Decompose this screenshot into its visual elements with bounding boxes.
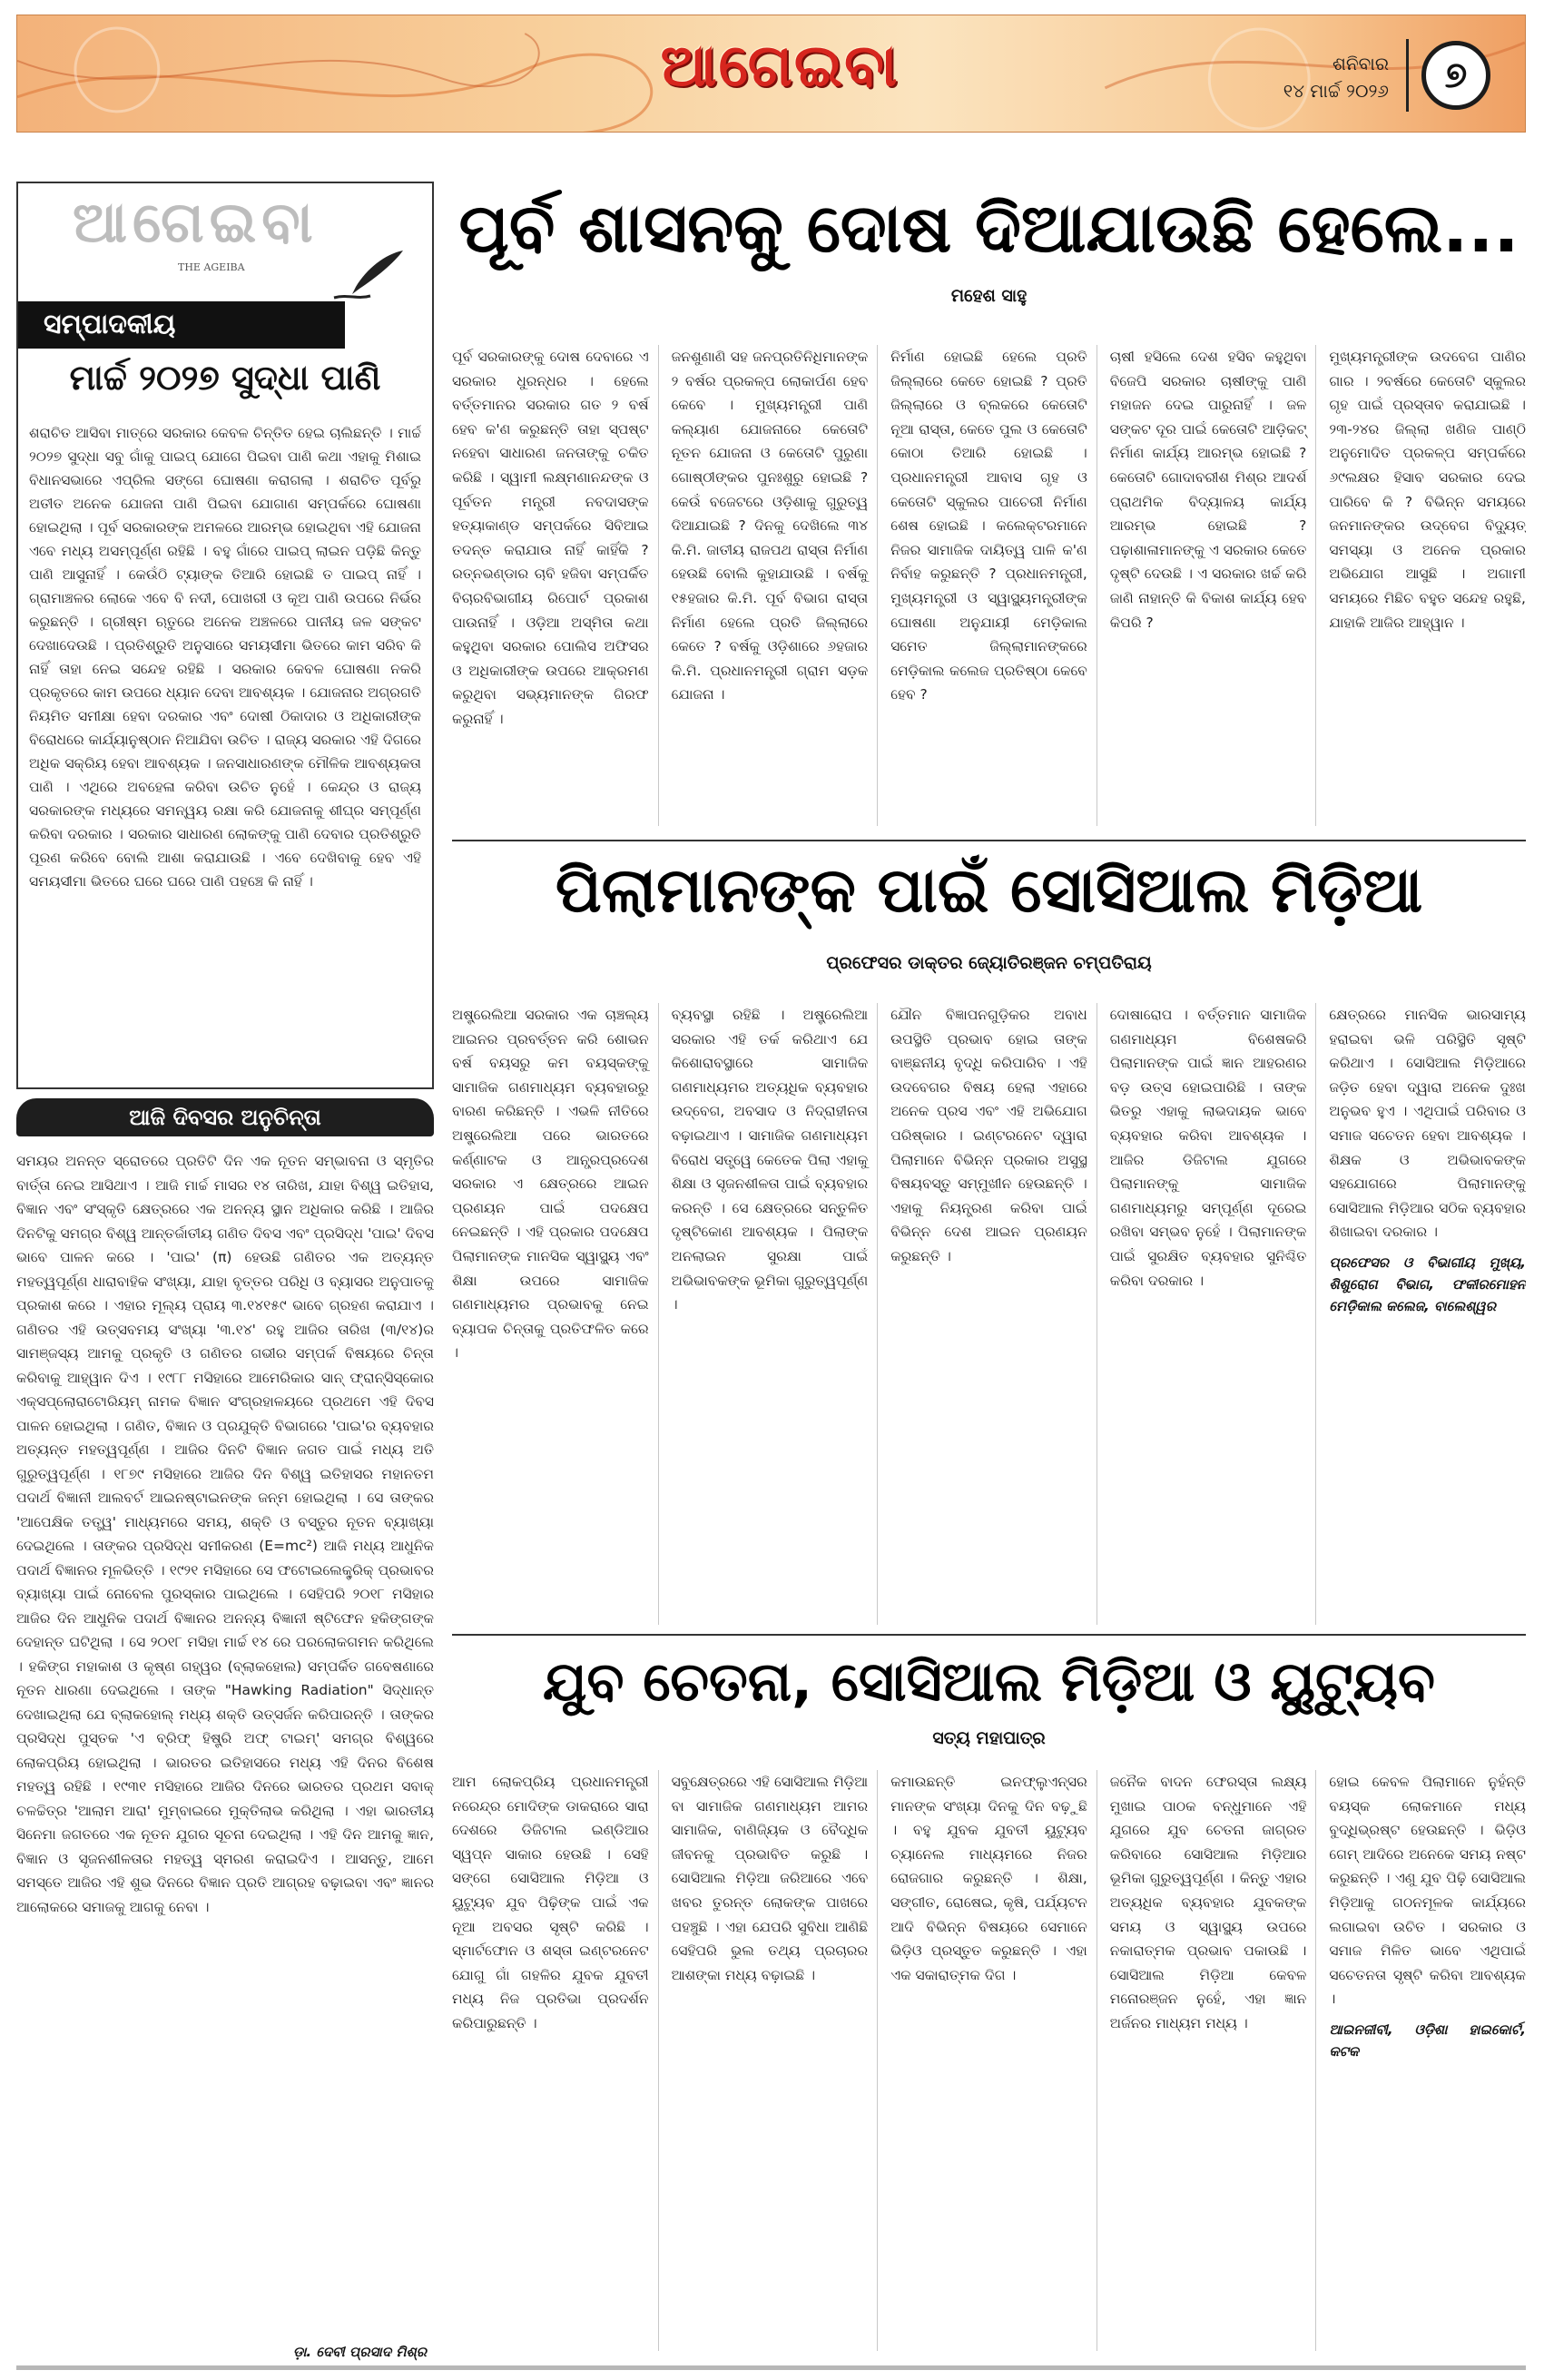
article-column: ପୂର୍ବ ସରକାରଙ୍କୁ ଦୋଷ ଦେବାରେ ଏ ସରକାର ଧୁରନ୍ଧର । ହେଲେ ବର୍ତ୍ତମାନର ସରକାର ଗତ ୨ ବର୍ଷ ହେବ କ'ଣ କରୁଛନ୍ତି ତାହା ସ୍ପଷ୍ଟ ନହେବା ସାଧାରଣ ଜନତାଙ୍କୁ ଚକିତ କରିଛି । ସ୍ୱାମୀ ଲକ୍ଷ୍ମଣାନନ୍ଦଙ୍କ ଓ ପୂର୍ବତନ ମନ୍ତ୍ରୀ ନବଦାସଙ୍କ ହତ୍ୟାକାଣ୍ଡ ସମ୍ପର୍କରେ ସିବିଆଇ ତଦନ୍ତ କରାଯାଉ ନାହିଁ କାହିଁକି ? ରତ୍ନଭଣ୍ଡାର ଚାବି ହଜିବା ସମ୍ପର୍କିତ ବିଚାରବିଭାଗୀୟ ରିପୋର୍ଟ ପ୍ରକାଶ ପାଉନାହିଁ । ଓଡ଼ିଆ ଅସ୍ମିତା କଥା କହୁଥିବା ସରକାର ପୋଲିସ ଅଫିସର ଓ ଅଧିକାରୀଙ୍କ ଉପରେ ଆକ୍ରମଣ କରୁଥିବା ସଭ୍ୟମାନଙ୍କ ଗିରଫ କରୁନାହିଁ । [452,345,659,826]
article-byline: ସତ୍ୟ ମହାପାତ୍ର [932,1728,1046,1748]
thought-of-the-day [16,1098,434,2360]
thought-author: ଡ଼ା. ଦେବୀ ପ୍ରସାଦ ମିଶ୍ର [292,2344,427,2360]
author-credit: ପ୍ରଫେସର ଓ ବିଭାଗୀୟ ମୁଖ୍ୟ, ଶିଶୁରୋଗ ବିଭାଗ, ଫକୀରମୋହନ ମେଡ଼ିକାଲ କଲେଜ, ବାଲେଶ୍ୱର [1329,1254,1526,1314]
thought-body: ସମୟର ଅନନ୍ତ ସ୍ରୋତରେ ପ୍ରତିଟି ଦିନ ଏକ ନୂତନ ସମ୍ଭାବନା ଓ ସ୍ମୃତିର ବାର୍ତ୍ତା ନେଇ ଆସିଥାଏ । ଆଜି ମାର୍ଚ୍ଚ ମାସର ୧୪ ତାରିଖ, ଯାହା ବିଶ୍ୱ ଇତିହାସ, ବିଜ୍ଞାନ ଏବଂ ସଂସ୍କୃତି କ୍ଷେତ୍ରରେ ଏକ ଅନନ୍ୟ ସ୍ଥାନ ଅଧିକାର କରିଛି । ଆଜିର ଦିନଟିକୁ ସମଗ୍ର ବିଶ୍ୱ ଆନ୍ତର୍ଜାତୀୟ ଗଣିତ ଦିବସ ଏବଂ ପ୍ରସିଦ୍ଧ 'ପାଇ' ଦିବସ ଭାବେ ପାଳନ କରେ । 'ପାଇ' (π) ହେଉଛି ଗଣିତର ଏକ ଅତ୍ୟନ୍ତ ମହତ୍ୱପୂର୍ଣ୍ଣ ଧାରାବାହିକ ସଂଖ୍ୟା, ଯାହା ବୃତ୍ତର ପରିଧି ଓ ବ୍ୟାସର ଅନୁପାତକୁ ପ୍ରକାଶ କରେ । ଏହାର ମୂଲ୍ୟ ପ୍ରାୟ ୩.୧୪୧୫୯ ଭାବେ ଗ୍ରହଣ କରାଯାଏ । ଗଣିତର ଏହି ଉତ୍ସବମୟ ସଂଖ୍ୟା '୩.୧୪' ରହୁ ଆଜିର ତାରିଖ (୩/୧୪)ର ସାମଞ୍ଜସ୍ୟ ଆମକୁ ପ୍ରକୃତି ଓ ଗଣିତର ଗଭୀର ସମ୍ପର୍କ ବିଷୟରେ ଚିନ୍ତା କରିବାକୁ ଆହ୍ୱାନ ଦିଏ । ୧୯୮୮ ମସିହାରେ ଆମେରିକାର ସାନ୍ ଫ୍ରାନ୍ସିସ୍କୋର ଏକ୍ସପ୍ଲୋରାଟୋରିୟମ୍ ନାମକ ବିଜ୍ଞାନ ସଂଗ୍ରହାଳୟରେ ପ୍ରଥମେ ଏହି ଦିବସ ପାଳନ ହୋଇଥିଲା । ଗଣିତ, ବିଜ୍ଞାନ ଓ ପ୍ରଯୁକ୍ତି ବିଭାଗରେ 'ପାଇ'ର ବ୍ୟବହାର ଅତ୍ୟନ୍ତ ମହତ୍ୱପୂର୍ଣ୍ଣ । ଆଜିର ଦିନଟି ବିଜ୍ଞାନ ଜଗତ ପାଇଁ ମଧ୍ୟ ଅତି ଗୁରୁତ୍ୱପୂର୍ଣ୍ଣ । ୧୮୭୯ ମସିହାରେ ଆଜିର ଦିନ ବିଶ୍ୱ ଇତିହାସର ମହାନତମ ପଦାର୍ଥ ବିଜ୍ଞାନୀ ଆଲବର୍ଟ ଆଇନଷ୍ଟାଇନଙ୍କ ଜନ୍ମ ହୋଇଥିଲା । ସେ ତାଙ୍କର 'ଆପେକ୍ଷିକ ତତ୍ତ୍ୱ' ମାଧ୍ୟମରେ ସମୟ, ଶକ୍ତି ଓ ବସ୍ତୁର ନୂତନ ବ୍ୟାଖ୍ୟା ଦେଇଥିଲେ । ତାଙ୍କର ପ୍ରସିଦ୍ଧ ସମୀକରଣ (E=mc²) ଆଜି ମଧ୍ୟ ଆଧୁନିକ ପଦାର୍ଥ ବିଜ୍ଞାନର ମୂଳଭିତ୍ତି । ୧୯୨୧ ମସିହାରେ ସେ ଫଟୋଇଲେକ୍ଟ୍ରିକ୍ ପ୍ରଭାବର ବ୍ୟାଖ୍ୟା ପାଇଁ ନୋବେଲ ପୁରସ୍କାର ପାଇଥିଲେ । ସେହିପରି ୨୦୧୮ ମସିହାର ଆଜିର ଦିନ ଆଧୁନିକ ପଦାର୍ଥ ବିଜ୍ଞାନର ଅନନ୍ୟ ବିଜ୍ଞାନୀ ଷ୍ଟିଫେନ ହକିଙ୍ଗଙ୍କ ଦେହାନ୍ତ ଘଟିଥିଲା । ସେ ୨୦୧୮ ମସିହା ମାର୍ଚ୍ଚ ୧୪ ରେ ପରଲୋକଗମନ କରିଥିଲେ । ହକିଙ୍ଗ ମହାକାଶ ଓ କୃଷ୍ଣ ଗହ୍ୱର (ବ୍ଲାକହୋଲ) ସମ୍ପର୍କିତ ଗବେଷଣାରେ ନୂତନ ଧାରଣା ଦେଇଥିଲେ । ତାଙ୍କ "Hawking Radiation" ସିଦ୍ଧାନ୍ତ ଦେଖାଇଥିଲା ଯେ ବ୍ଲାକହୋଲ୍ ମଧ୍ୟ ଶକ୍ତି ଉତ୍ସର୍ଜନ କରିପାରନ୍ତି । ତାଙ୍କର ପ୍ରସିଦ୍ଧ ପୁସ୍ତକ 'ଏ ବ୍ରିଫ୍ ହିଷ୍ଟ୍ରି ଅଫ୍ ଟାଇମ୍' ସମଗ୍ର ବିଶ୍ୱରେ ଲୋକପ୍ରିୟ ହୋଇଥିଲା । ଭାରତର ଇତିହାସରେ ମଧ୍ୟ ଏହି ଦିନର ବିଶେଷ ମହତ୍ୱ ରହିଛି । ୧୯୩୧ ମସିହାରେ ଆଜିର ଦିନରେ ଭାରତର ପ୍ରଥମ ସବାକ୍ ଚଳଚ୍ଚିତ୍ର 'ଆଲାମ ଆରା' ମୁମ୍ବାଇରେ ମୁକ୍ତିଲାଭ କରିଥିଲା । ଏହା ଭାରତୀୟ ସିନେମା ଜଗତରେ ଏକ ନୂତନ ଯୁଗର ସୂଚନା ଦେଇଥିଲା । ଏହି ଦିନ ଆମକୁ ଜ୍ଞାନ, ବିଜ୍ଞାନ ଓ ସୃଜନଶୀଳତାର ମହତ୍ୱ ସ୍ମରଣ କରାଇଦିଏ । ଆସନ୍ତୁ, ଆମେ ସମସ୍ତେ ଆଜିର ଏହି ଶୁଭ ଦିନରେ ବିଜ୍ଞାନ ପ୍ରତି ଆଗ୍ରହ ବଢ଼ାଇବା ଏବଂ ଜ୍ଞାନର ଆଲୋକରେ ସମାଜକୁ ଆଗକୁ ନେବା । [16,1153,434,1915]
editorial-column [16,182,434,1089]
article-column: ନିର୍ମାଣ ହୋଇଛି ହେଲେ ପ୍ରତି ଜିଲ୍ଲାରେ କେତେ ହୋଇଛି ? ପ୍ରତି ଜିଲ୍ଲାରେ ଓ ବ୍ଲକରେ କେତୋଟି ନୂଆ ରାସ୍ତା, କେତେ ପୁଲ ଓ କେତୋଟି କୋଠା ତିଆରି ହୋଇଛି । ପ୍ରଧାନମନ୍ତ୍ରୀ ଆବାସ ଗୃହ ଓ କେତୋଟି ସ୍କୁଲର ପାଚେରୀ ନିର୍ମାଣ ଶେଷ ହୋଇଛି । କଲେକ୍ଟରମାନେ ନିଜର ସାମାଜିକ ଦାୟିତ୍ୱ ପାଳି କ'ଣ ନିର୍ବାହ କରୁଛନ୍ତି ? ପ୍ରଧାନମନ୍ତ୍ରୀ, ମୁଖ୍ୟମନ୍ତ୍ରୀ ଓ ସ୍ୱାସ୍ଥ୍ୟମନ୍ତ୍ରୀଙ୍କ ଘୋଷଣା ଅନୁଯାୟୀ ମେଡ଼ିକାଲ ସମେତ ଜିଲ୍ଲାମାନଙ୍କରେ ମେଡ଼ିକାଲ କଲେଜ ପ୍ରତିଷ୍ଠା କେବେ ହେବ ? [890,345,1097,826]
article-columns [452,345,1526,826]
editorial-body: ଶରାଚିତ ଆସିବା ମାତ୍ରେ ସରକାର କେବଳ ଚିନ୍ତିତ ହେଇ ଚାଲିଛନ୍ତି । ମାର୍ଚ୍ଚ ୨୦୨୭ ସୁଦ୍ଧା ସବୁ ଗାଁକୁ ପାଇପ୍ ଯୋଗେ ପିଇବା ପାଣି କଥା ଏହାକୁ ମିଶାଇ ବିଧାନସଭାରେ ଏପ୍ରିଲ ସଙ୍ଗେ ଘୋଷଣା କରାଗଲା । ଶରାଚିତ ପୂର୍ବରୁ ଅତୀତ ଅନେକ ଯୋଜନା ପାଣି ପିଇବା ଯୋଗାଣ ସମ୍ପର୍କରେ ଘୋଷଣା ହୋଇଥିଲା । ପୂର୍ବ ସରକାରଙ୍କ ଅମଳରେ ଆରମ୍ଭ ହୋଇଥିବା ଏହି ଯୋଜନା ଏବେ ମଧ୍ୟ ଅସମ୍ପୂର୍ଣ୍ଣ ରହିଛି । ବହୁ ଗାଁରେ ପାଇପ୍ ଲାଇନ ପଡ଼ିଛି କିନ୍ତୁ ପାଣି ଆସୁନାହିଁ । କେଉଁଠି ଟ୍ୟାଙ୍କ ତିଆରି ହୋଇଛି ତ ପାଇପ୍ ନାହିଁ । ଗ୍ରାମାଞ୍ଚଳର ଲୋକେ ଏବେ ବି ନଦୀ, ପୋଖରୀ ଓ କୂଅ ପାଣି ଉପରେ ନିର୍ଭର କରୁଛନ୍ତି । ଗ୍ରୀଷ୍ମ ଋତୁରେ ଅନେକ ଅଞ୍ଚଳରେ ପାନୀୟ ଜଳ ସଙ୍କଟ ଦେଖାଦେଉଛି । ପ୍ରତିଶ୍ରୁତି ଅନୁସାରେ ସମୟସୀମା ଭିତରେ କାମ ସରିବ କି ନାହିଁ ତାହା ନେଇ ସନ୍ଦେହ ରହିଛି । ସରକାର କେବଳ ଘୋଷଣା ନକରି ପ୍ରକୃତରେ କାମ ଉପରେ ଧ୍ୟାନ ଦେବା ଆବଶ୍ୟକ । ଯୋଜନାର ଅଗ୍ରଗତି ନିୟମିତ ସମୀକ୍ଷା ହେବା ଦରକାର ଏବଂ ଦୋଷୀ ଠିକାଦାର ଓ ଅଧିକାରୀଙ୍କ ବିରୋଧରେ କାର୍ଯ୍ୟାନୁଷ୍ଠାନ ନିଆଯିବା ଉଚିତ । ରାଜ୍ୟ ସରକାର ଏହି ଦିଗରେ ଅଧିକ ସକ୍ରିୟ ହେବା ଆବଶ୍ୟକ । ଜନସାଧାରଣଙ୍କ ମୌଳିକ ଆବଶ୍ୟକତା ପାଣି । ଏଥିରେ ଅବହେଳା କରିବା ଉଚିତ ନୁହେଁ । କେନ୍ଦ୍ର ଓ ରାଜ୍ୟ ସରକାରଙ୍କ ମଧ୍ୟରେ ସମନ୍ୱୟ ରକ୍ଷା କରି ଯୋଜନାକୁ ଶୀଘ୍ର ସମ୍ପୂର୍ଣ୍ଣ କରିବା ଦରକାର । ସରକାର ସାଧାରଣ ଲୋକଙ୍କୁ ପାଣି ଦେବାର ପ୍ରତିଶ୍ରୁତି ପୂରଣ କରିବେ ବୋଲି ଆଶା କରାଯାଉଛି । ଏବେ ଦେଖିବାକୁ ହେବ ଏହି ସମୟସୀମା ଭିତରେ ଘରେ ଘରେ ପାଣି ପହଞ୍ଚେ କି ନାହିଁ । [29,425,421,890]
article-column: ଜନୈକ ବାଦନ ଫେରସ୍ତା ଲକ୍ଷ୍ୟ ମୁଖାଇ ପାଠକ ବନ୍ଧୁମାନେ ଏହି ଯୁଗରେ ଯୁବ ଚେତନା ଜାଗ୍ରତ କରିବାରେ ସୋସିଆଲ ମିଡ଼ିଆର ଭୂମିକା ଗୁରୁତ୍ୱପୂର୍ଣ୍ଣ । କିନ୍ତୁ ଏହାର ଅତ୍ୟଧିକ ବ୍ୟବହାର ଯୁବକଙ୍କ ସମୟ ଓ ସ୍ୱାସ୍ଥ୍ୟ ଉପରେ ନକାରାତ୍ମକ ପ୍ରଭାବ ପକାଉଛି । ସୋସିଆଲ ମିଡ଼ିଆ କେବଳ ମନୋରଞ୍ଜନ ନୁହେଁ, ଏହା ଜ୍ଞାନ ଅର୍ଜନର ମାଧ୍ୟମ ମଧ୍ୟ । [1110,1770,1317,2351]
editorial-title: ମାର୍ଚ୍ଚ ୨୦୨୭ ସୁଦ୍ଧା ପାଣି [69,358,381,398]
article-column-last [1329,1770,1526,2351]
article-column: ଚାଷୀ ହସିଲେ ଦେଶ ହସିବ କହୁଥିବା ବିଜେପି ସରକାର ଚାଷୀଙ୍କୁ ପାଣି ମହାଜନ ଦେଇ ପାରୁନାହିଁ । ଜଳ ସଙ୍କଟ ଦୂର ପାଇଁ କେତୋଟି ଆଡ଼ିକଟ୍ ନିର୍ମାଣ କାର୍ଯ୍ୟ ଆରମ୍ଭ ହୋଇଛି ? କେତୋଟି ଗୋଦାବରୀଶ ମିଶ୍ର ଆଦର୍ଶ ପ୍ରାଥମିକ ବିଦ୍ୟାଳୟ କାର୍ଯ୍ୟ ଆରମ୍ଭ ହୋଇଛି ? ପଢ଼ାଶାଳାମାନଙ୍କୁ ଏ ସରକାର କେତେ ଦୃଷ୍ଟି ଦେଉଛି । ଏ ସରକାର ଖର୍ଚ୍ଚ କରି ଜାଣି ନାହାନ୍ତି କି ବିକାଶ କାର୍ଯ୍ୟ ହେବ କିପରି ? [1110,345,1317,826]
article-previous-rule [452,182,1526,835]
article-byline: ପ୍ରଫେସର ଡାକ୍ତର ଜ୍ୟୋତିରଞ୍ଜନ ଚମ୍ପତିରାୟ [826,952,1152,973]
article-column-last [1329,1003,1526,1625]
thought-heading: ଆଜି ଦିବସର ଅନୁଚିନ୍ତା [16,1098,434,1136]
article-youth-social-media [452,1643,1526,2360]
editorial-banner: ସମ୍ପାଦକୀୟ [18,301,345,349]
issue-date: ୧୪ ମାର୍ଚ୍ଚ ୨୦୨୬ [1283,80,1389,102]
editorial-brand-name: ଆଗେଇବା [73,189,319,255]
masthead [16,15,1526,133]
article-column: ମୁଖ୍ୟମନ୍ତ୍ରୀଙ୍କ ଉଦବେଗ ପାଣିର ଗାର । ୨ବର୍ଷରେ କେତୋଟି ସ୍କୁଲର ଗୃହ ପାଇଁ ପ୍ରସ୍ତାବ କରାଯାଇଛି । ୨୩-୨୪ର ଜିଲ୍ଲା ଖଣିଜ ପାଣ୍ଠି ଅନୁମୋଦିତ ପ୍ରକଳ୍ପ ସମ୍ପର୍କରେ ୬୯ଲକ୍ଷର ହିସାବ ସରକାର ଦେଇ ପାରିବେ କି ? ବିଭିନ୍ନ ସମୟରେ ଜନମାନଙ୍କର ଉଦ୍ବେଗ ବିଦ୍ୟୁତ୍ ସମସ୍ୟା ଓ ଅନେକ ପ୍ରକାର ଅଭିଯୋଗ ଆସୁଛି । ଅଗାମୀ ସମୟରେ ମିଛିଚ ବହୁତ ସନ୍ଦେହ ରହୁଛି, ଯାହାକି ଆଜିର ଆହ୍ୱାନ । [1329,349,1526,631]
article-column: ବ୍ୟବସ୍ଥା ରହିଛି । ଅଷ୍ଟ୍ରେଲିଆ ସରକାର ଏହି ତର୍କ କରିଥାଏ ଯେ କିଶୋରାବସ୍ଥାରେ ସାମାଜିକ ଗଣମାଧ୍ୟମର ଅତ୍ୟଧିକ ବ୍ୟବହାର ଉଦ୍ବେଗ, ଅବସାଦ ଓ ନିଦ୍ରାହୀନତା ବଢ଼ାଇଥାଏ । ସାମାଜିକ ଗଣମାଧ୍ୟମ ବିରୋଧ ସତ୍ତ୍ୱେ କେତେକ ପିଲା ଏହାକୁ ଶିକ୍ଷା ଓ ସୃଜନଶୀଳତା ପାଇଁ ବ୍ୟବହାର କରନ୍ତି । ସେ କ୍ଷେତ୍ରରେ ସନ୍ତୁଳିତ ଦୃଷ୍ଟିକୋଣ ଆବଶ୍ୟକ । ପିଲାଙ୍କ ଅନଲାଇନ ସୁରକ୍ଷା ପାଇଁ ଅଭିଭାବକଙ୍କ ଭୂମିକା ଗୁରୁତ୍ୱପୂର୍ଣ୍ଣ । [672,1003,879,1625]
masthead-divider [1406,39,1409,112]
article-column: ଜନଶୁଣାଣି ସହ ଜନପ୍ରତିନିଧିମାନଙ୍କ ୨ ବର୍ଷର ପ୍ରକଳ୍ପ ଲୋକାର୍ପଣ ହେବ କେବେ । ମୁଖ୍ୟମନ୍ତ୍ରୀ ପାଣି କଲ୍ୟାଣ ଯୋଜନାରେ କେତୋଟି ନୂତନ ଯୋଜନା ଓ କେତୋଟି ପୁରୁଣା ଗୋଷ୍ଠୀଙ୍କର ପୁନଃଶୁରୁ ହୋଇଛି ? କେଉଁ ବଜେଟରେ ଓଡ଼ିଶାକୁ ଗୁରୁତ୍ୱ ଦିଆଯାଇଛି ? ଦିନକୁ ଦେଖିଲେ ୩୪ କି.ମି. ଜାତୀୟ ରାଜପଥ ରାସ୍ତା ନିର୍ମାଣ ହେଉଛି ବୋଲି କୁହାଯାଉଛି । ବର୍ଷକୁ ୧୫ହଜାର କି.ମି. ପୂର୍ବ ବିଭାଗ ରାସ୍ତା ନିର୍ମାଣ ହେଲେ ପ୍ରତି ଜିଲ୍ଲାରେ କେତେ ? ବର୍ଷକୁ ଓଡ଼ିଶାରେ ୬ହଜାର କି.ମି. ପ୍ରଧାନମନ୍ତ୍ରୀ ଗ୍ରାମ ସଡ଼କ ଯୋଜନା । [672,345,879,826]
article-social-media-children [452,849,1526,1629]
author-credit: ଆଇନଜୀବୀ, ଓଡ଼ିଶା ହାଇକୋର୍ଟ, କଟକ [1329,2021,1526,2060]
article-byline: ମହେଶ ସାହୁ [950,286,1028,307]
article-column: କମାଉଛନ୍ତି ଇନଫ୍ଲୁଏନ୍ସର ମାନଙ୍କ ସଂଖ୍ୟା ଦିନକୁ ଦିନ ବଢ଼ୁଛି । ବହୁ ଯୁବକ ଯୁବତୀ ୟୁଟ୍ୟୁବ ଚ୍ୟାନେଲ ମାଧ୍ୟମରେ ନିଜର ରୋଜଗାର କରୁଛନ୍ତି । ଶିକ୍ଷା, ସଙ୍ଗୀତ, ରୋଷେଇ, କୃଷି, ପର୍ଯ୍ୟଟନ ଆଦି ବିଭିନ୍ନ ବିଷୟରେ ସେମାନେ ଭିଡ଼ିଓ ପ୍ରସ୍ତୁତ କରୁଛନ୍ତି । ଏହା ଏକ ସକାରାତ୍ମକ ଦିଗ । [890,1770,1097,2351]
article-column: ସବୁକ୍ଷେତ୍ରରେ ଏହି ସୋସିଆଲ ମିଡ଼ିଆ ବା ସାମାଜିକ ଗଣମାଧ୍ୟମ ଆମର ସାମାଜିକ, ବାଣିଜ୍ୟିକ ଓ ବୈଦ୍ଧିକ ଜୀବନକୁ ପ୍ରଭାବିତ କରୁଛି । ସୋସିଆଲ ମିଡ଼ିଆ ଜରିଆରେ ଏବେ ଖବର ତୁରନ୍ତ ଲୋକଙ୍କ ପାଖରେ ପହଞ୍ଚୁଛି । ଏହା ଯେପରି ସୁବିଧା ଆଣିଛି ସେହିପରି ଭୁଲ ତଥ୍ୟ ପ୍ରଚାରର ଆଶଙ୍କା ମଧ୍ୟ ବଢ଼ାଇଛି । [672,1770,879,2351]
article-columns [452,1770,1526,2351]
issue-day: ଶନିବାର [1332,53,1389,74]
newspaper-logo: ଆଗେଇବା [660,32,900,100]
section-divider [452,840,1526,841]
article-column: ଦୋଷାରୋପ । ବର୍ତ୍ତମାନ ସାମାଜିକ ଗଣମାଧ୍ୟମ ବିଶେଷକରି ପିଲାମାନଙ୍କ ପାଇଁ ଜ୍ଞାନ ଆହରଣର ବଡ଼ ଉତ୍ସ ହୋଇପାରିଛି । ତାଙ୍କ ଭିତରୁ ଏହାକୁ ଲାଭଦାୟକ ଭାବେ ବ୍ୟବହାର କରିବା ଆବଶ୍ୟକ । ଆଜିର ଡିଜିଟାଲ ଯୁଗରେ ପିଲାମାନଙ୍କୁ ସାମାଜିକ ଗଣମାଧ୍ୟମରୁ ସମ୍ପୂର୍ଣ୍ଣ ଦୂରେଇ ରଖିବା ସମ୍ଭବ ନୁହେଁ । ପିଲାମାନଙ୍କ ପାଇଁ ସୁରକ୍ଷିତ ବ୍ୟବହାର ସୁନିଶ୍ଚିତ କରିବା ଦରକାର । [1110,1003,1317,1625]
issue-date-block [1283,50,1389,104]
article-headline: ପିଲାମାନଙ୍କ ପାଇଁ ସୋସିଆଲ ମିଡ଼ିଆ [555,855,1423,927]
article-column: ଆମ ଲୋକପ୍ରିୟ ପ୍ରଧାନମନ୍ତ୍ରୀ ନରେନ୍ଦ୍ର ମୋଦିଙ୍କ ଡାକରାରେ ସାରା ଦେଶରେ ଡିଜିଟାଲ ଇଣ୍ଡିଆର ସ୍ୱପ୍ନ ସାକାର ହେଉଛି । ସେହି ସଙ୍ଗେ ସୋସିଆଲ ମିଡ଼ିଆ ଓ ୟୁଟ୍ୟୁବ ଯୁବ ପିଢ଼ିଙ୍କ ପାଇଁ ଏକ ନୂଆ ଅବସର ସୃଷ୍ଟି କରିଛି । ସ୍ମାର୍ଟଫୋନ ଓ ଶସ୍ତା ଇଣ୍ଟରନେଟ ଯୋଗୁ ଗାଁ ଗହଳିର ଯୁବକ ଯୁବତୀ ମଧ୍ୟ ନିଜ ପ୍ରତିଭା ପ୍ରଦର୍ଶନ କରିପାରୁଛନ୍ତି । [452,1770,659,2351]
article-headline: ଯୁବ ଚେତନା, ସୋସିଆଲ ମିଡ଼ିଆ ଓ ୟୁଟ୍ୟୁବ [543,1650,1435,1714]
section-divider [452,1634,1526,1636]
page-number-badge: ୭ [1421,41,1490,110]
article-column-text: ହୋଇ କେବଳ ପିଲାମାନେ ନୁହଁନ୍ତି ବୟସ୍କ ଲୋକମାନେ ମଧ୍ୟ ବୁଦ୍ଧିଭ୍ରଷ୍ଟ ହେଉଛନ୍ତି । ଭିଡ଼ିଓ ଗେମ୍ ଆଦିରେ ଅନେକେ ସମୟ ନଷ୍ଟ କରୁଛନ୍ତି । ଏଣୁ ଯୁବ ପିଢ଼ି ସୋସିଆଲ ମିଡ଼ିଆକୁ ଗଠନମୂଳକ କାର୍ଯ୍ୟରେ ଲଗାଇବା ଉଚିତ । ସରକାର ଓ ସମାଜ ମିଳିତ ଭାବେ ଏଥିପାଇଁ ସଚେତନତା ସୃଷ୍ଟି କରିବା ଆବଶ୍ୟକ । [1329,1774,1526,2008]
article-headline: ପୂର୍ବ ଶାସନକୁ ଦୋଷ ଦିଆଯାଉଛି ହେଲେ... [458,190,1519,268]
article-column-text: କ୍ଷେତ୍ରରେ ମାନସିକ ଭାରସାମ୍ୟ ହରାଇବା ଭଳି ପରିସ୍ଥିତି ସୃଷ୍ଟି କରିଥାଏ । ସୋସିଆଲ ମିଡ଼ିଆରେ ଜଡ଼ିତ ହେବା ଦ୍ୱାରା ଅନେକ ଦୁଃଖ ଅନୁଭବ ହୁଏ । ଏଥିପାଇଁ ପରିବାର ଓ ସମାଜ ସଚେତନ ହେବା ଆବଶ୍ୟକ । ଶିକ୍ଷକ ଓ ଅଭିଭାବକଙ୍କ ସହଯୋଗରେ ପିଲାମାନଙ୍କୁ ସୋସିଆଲ ମିଡ଼ିଆର ସଠିକ ବ୍ୟବହାର ଶିଖାଇବା ଦରକାର । [1329,1007,1526,1241]
footer-rule [16,2365,1526,2370]
article-column: ଅଷ୍ଟ୍ରେଲିଆ ସରକାର ଏକ ଚାଞ୍ଚଲ୍ୟ ଆଇନର ପ୍ରବର୍ତ୍ତନ କରି ଶୋଭନ ବର୍ଷ ବୟସରୁ କମ ବୟସ୍କଙ୍କୁ ସାମାଜିକ ଗଣମାଧ୍ୟମ ବ୍ୟବହାରରୁ ବାରଣ କରିଛନ୍ତି । ଏଭଳି ନୀତିରେ ଅଷ୍ଟ୍ରେଲିଆ ପରେ ଭାରତରେ କର୍ଣ୍ଣାଟକ ଓ ଆନ୍ଧ୍ରପ୍ରଦେଶ ସରକାର ଏ କ୍ଷେତ୍ରରେ ଆଇନ ପ୍ରଣୟନ ପାଇଁ ପଦକ୍ଷେପ ନେଇଛନ୍ତି । ଏହି ପ୍ରକାର ପଦକ୍ଷେପ ପିଲାମାନଙ୍କ ମାନସିକ ସ୍ୱାସ୍ଥ୍ୟ ଏବଂ ଶିକ୍ଷା ଉପରେ ସାମାଜିକ ଗଣମାଧ୍ୟମର ପ୍ରଭାବକୁ ନେଇ ବ୍ୟାପକ ଚିନ୍ତାକୁ ପ୍ରତିଫଳିତ କରେ । [452,1003,659,1625]
quill-pen-icon [330,247,412,301]
article-columns [452,1003,1526,1625]
article-column: ଯୌନ ବିଜ୍ଞାପନଗୁଡ଼ିକର ଅବାଧ ଉପସ୍ଥିତି ପ୍ରଭାବ ହୋଇ ତାଙ୍କ ବାଞ୍ଛନୀୟ ବୃଦ୍ଧି କରିପାରିବ । ଏହି ଉଦବେଗର ବିଷୟ ହେଲା ଏହାରେ ଅନେକ ପ୍ରସ ଏବଂ ଏହି ଅଭିଯୋଗ ପରିଷ୍କାର । ଇଣ୍ଟରନେଟ ଦ୍ୱାରା ପିଲାମାନେ ବିଭିନ୍ନ ପ୍ରକାର ଅସୁସ୍ଥ ବିଷୟବସ୍ତୁ ସମ୍ମୁଖୀନ ହେଉଛନ୍ତି । ଏହାକୁ ନିୟନ୍ତ୍ରଣ କରିବା ପାଇଁ ବିଭିନ୍ନ ଦେଶ ଆଇନ ପ୍ରଣୟନ କରୁଛନ୍ତି । [890,1003,1097,1625]
editorial-brand-subtitle: THE AGEIBA [178,261,245,273]
